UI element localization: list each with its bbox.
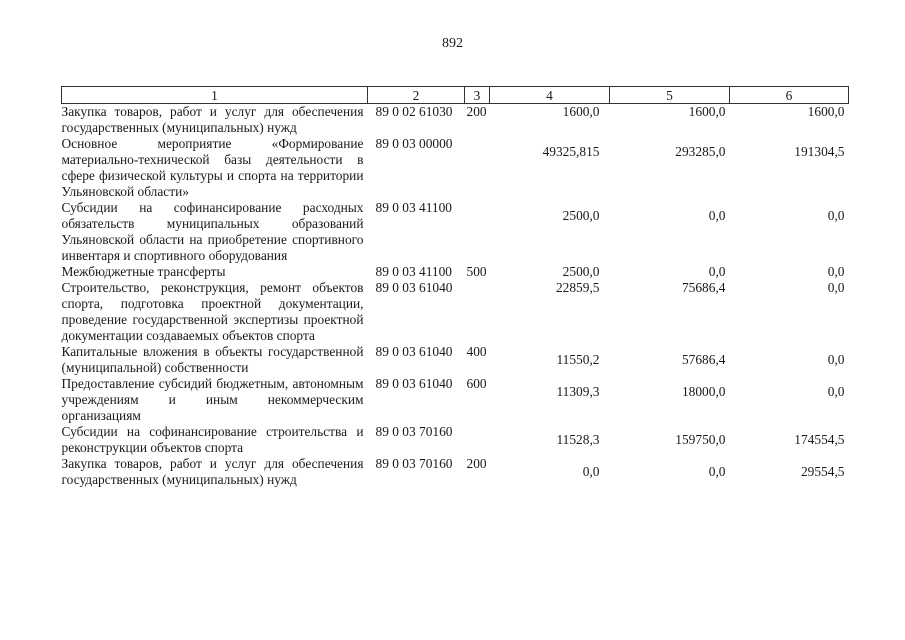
table-row [62,104,849,137]
table-row [62,424,849,456]
row-code: 89 0 03 41100 [375,264,452,279]
row-value-4: 11550,2 [556,352,600,367]
table-row [62,376,849,424]
table-header [62,87,849,104]
row-value-4: 2500,0 [562,208,600,223]
row-name: Закупка товаров, работ и услуг для обеспечения государственных (муниципальных) нужд [61,456,364,487]
row-value-5: 159750,0 [675,432,726,447]
header-col-4: 4 [490,87,610,104]
row-value-5: 57686,4 [681,352,726,367]
row-name: Предоставление субсидий бюджетным, автономным учреждениям и иным некоммерческим организациям [61,376,364,423]
header-col-6: 6 [730,87,849,104]
header-row [62,87,849,104]
row-code: 89 0 02 61030 [375,104,453,119]
row-value-5: 1600,0 [688,104,726,119]
table-row [62,456,849,488]
page-number: 892 [442,36,463,51]
row-value-5: 75686,4 [681,280,726,295]
row-vr [465,200,490,264]
row-value-5: 18000,0 [681,384,726,399]
row-value-5: 0,0 [708,264,726,279]
row-value-6: 0,0 [827,352,845,367]
row-value-6: 0,0 [827,208,845,223]
row-code: 89 0 03 00000 [375,136,453,151]
budget-table [61,86,849,488]
row-value-6: 0,0 [827,264,845,279]
table-row [62,200,849,264]
table-row [62,344,849,376]
row-code: 89 0 03 61040 [375,344,453,359]
table-body [62,104,849,489]
row-code: 89 0 03 61040 [375,280,453,295]
table-row [62,136,849,200]
table-row [62,280,849,344]
row-value-6: 191304,5 [794,144,845,159]
row-value-4: 22859,5 [555,280,600,295]
row-vr [465,424,490,456]
row-value-4: 2500,0 [562,264,600,279]
table-row [62,264,849,280]
row-code: 89 0 03 70160 [375,424,453,439]
row-value-4: 11528,3 [556,432,600,447]
row-name: Капитальные вложения в объекты государственной (муниципальной) собственности [61,344,364,375]
row-value-4: 1600,0 [562,104,600,119]
header-col-1: 1 [62,87,368,104]
row-vr: 200 [466,456,487,471]
row-vr [465,136,490,200]
row-vr: 500 [466,264,487,279]
row-vr: 600 [466,376,487,391]
row-value-6: 1600,0 [807,104,845,119]
row-value-4: 0,0 [582,464,600,479]
row-name: Субсидии на софинансирование строительства и реконструкции объектов спорта [61,424,364,455]
row-value-5: 0,0 [708,208,726,223]
row-value-5: 293285,0 [675,144,726,159]
row-value-5: 0,0 [708,464,726,479]
row-vr: 200 [466,104,487,119]
row-code: 89 0 03 61040 [375,376,453,391]
row-code: 89 0 03 41100 [375,200,452,215]
row-value-6: 0,0 [827,280,845,295]
row-value-4: 11309,3 [556,384,600,399]
row-name: Закупка товаров, работ и услуг для обеспечения государственных (муниципальных) нужд [61,104,364,135]
row-value-6: 174554,5 [794,432,845,447]
header-col-2: 2 [368,87,465,104]
row-vr: 400 [466,344,487,359]
row-name: Основное мероприятие «Формирование материально-технической базы деятельности в сфере физической культуры и спорта на территории Ульяновской области» [61,136,364,199]
header-col-3: 3 [465,87,490,104]
header-col-5: 5 [610,87,730,104]
row-name: Межбюджетные трансферты [61,264,226,279]
row-name: Строительство, реконструкция, ремонт объектов спорта, подготовка проектной документации, проведение государственной экспертизы проектной документации создаваемых объектов спорта [61,280,364,343]
row-value-4: 49325,815 [542,144,600,159]
row-value-6: 29554,5 [800,464,845,479]
row-vr [465,280,490,344]
row-name: Субсидии на софинансирование расходных обязательств муниципальных образований Ульяновской области на приобретение спортивного инвентаря и спортивного оборудования [61,200,364,263]
row-code: 89 0 03 70160 [375,456,453,471]
row-value-6: 0,0 [827,384,845,399]
